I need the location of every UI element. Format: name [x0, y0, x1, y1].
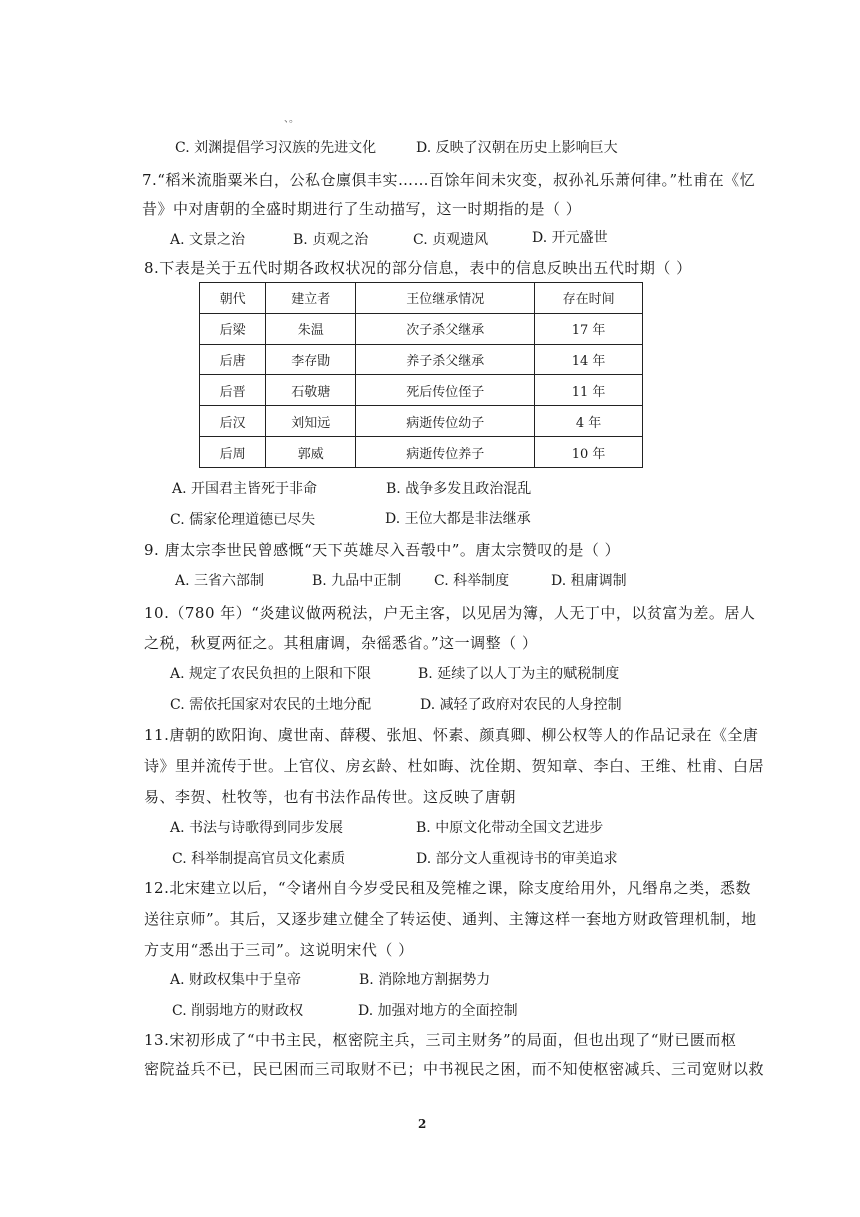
q12-option-a: A. 财政权集中于皇帝 [170, 972, 302, 988]
q10-option-c: C. 需依托国家对农民的土地分配 [170, 697, 372, 713]
table-cell: 后唐 [200, 344, 266, 375]
q7-option-d: D. 开元盛世 [532, 230, 608, 246]
table-row [200, 313, 643, 344]
q8-option-b: B. 战争多发且政治混乱 [386, 481, 532, 497]
q13-stem-line2: 密院益兵不已，民已困而三司取财不已；中书视民之困，而不知使枢密减兵、三司宽财以救 [144, 1060, 765, 1078]
table-cell: 石敬瑭 [266, 375, 356, 406]
table-cell: 后梁 [200, 313, 266, 344]
q7-option-c: C. 贞观遗风 [413, 232, 489, 248]
q11-stem-line2: 诗》里并流传于世。上官仪、房玄龄、杜如晦、沈佺期、贺知章、李白、王维、杜甫、白居 [144, 757, 765, 775]
q7-option-b: B. 贞观之治 [293, 232, 369, 248]
q7-stem-line2: 昔》中对唐朝的全盛时期进行了生动描写，这一时期指的是（ ） [142, 200, 582, 218]
table-header-cell: 朝代 [200, 283, 266, 314]
table-cell: 次子杀父继承 [356, 313, 535, 344]
table-cell: 后晋 [200, 375, 266, 406]
q13-stem-line1: 13.宋初形成了“中书主民，枢密院主兵，三司主财务”的局面，但也出现了“财已匮而枢 [144, 1031, 737, 1049]
q10-option-a: A. 规定了农民负担的上限和下限 [170, 666, 372, 682]
page-number: 2 [418, 1117, 427, 1131]
q9-stem: 9. 唐太宗李世民曾感慨“天下英雄尽入吾彀中”。唐太宗赞叹的是（ ） [144, 541, 621, 559]
q8-option-d: D. 王位大都是非法继承 [385, 511, 531, 527]
table-row [200, 406, 643, 437]
q11-stem-line3: 易、李贺、杜牧等，也有书法作品传世。这反映了唐朝 [144, 788, 517, 806]
q11-option-b: B. 中原文化带动全国文艺进步 [416, 820, 604, 836]
q12-stem-line1: 12.北宋建立以后，“令诸州自今岁受民租及筦榷之课，除支度给用外，凡缗帛之类，悉数 [144, 879, 752, 897]
table-cell: 病逝传位养子 [356, 437, 535, 468]
q9-option-b: B. 九品中正制 [312, 573, 402, 589]
q7-option-a: A. 文景之治 [170, 232, 246, 248]
q12-stem-line3: 方支用“悉出于三司”。这说明宋代（ ） [144, 941, 414, 959]
table-cell: 后周 [200, 437, 266, 468]
q8-option-a: A. 开国君主皆死于非命 [172, 481, 318, 497]
table-header-cell: 存在时间 [535, 283, 643, 314]
dynasty-table [199, 282, 643, 468]
table-cell: 14 年 [535, 344, 643, 375]
table-cell: 李存勖 [266, 344, 356, 375]
q9-option-c: C. 科举制度 [434, 573, 510, 589]
q11-option-c: C. 科举制提高官员文化素质 [172, 851, 346, 867]
q10-option-b: B. 延续了以人丁为主的赋税制度 [418, 666, 620, 682]
scan-mark: 、。 [284, 114, 299, 125]
table-row [200, 344, 643, 375]
q10-stem-line2: 之税，秋夏两征之。其租庸调，杂徭悉省。”这一调整（ ） [144, 634, 538, 652]
q6-option-c: C. 刘渊提倡学习汉族的先进文化 [175, 140, 377, 156]
table-cell: 养子杀父继承 [356, 344, 535, 375]
table-cell: 后汉 [200, 406, 266, 437]
table-cell: 郭威 [266, 437, 356, 468]
q11-option-a: A. 书法与诗歌得到同步发展 [170, 820, 344, 836]
q11-option-d: D. 部分文人重视诗书的审美追求 [416, 851, 618, 867]
q10-stem-line1: 10.（780 年）“炎建议做两税法，户无主客，以见居为簿，人无丁中，以贫富为差。居人 [144, 604, 756, 622]
q12-option-b: B. 消除地方割据势力 [359, 972, 491, 988]
q9-option-a: A. 三省六部制 [175, 573, 265, 589]
q8-stem: 8.下表是关于五代时期各政权状况的部分信息，表中的信息反映出五代时期（ ） [144, 259, 692, 277]
table-cell: 4 年 [535, 406, 643, 437]
q7-stem-line1: 7.“稻米流脂粟米白，公私仓廪俱丰实……百馀年间未灾变，叔孙礼乐萧何律。”杜甫在《忆 [142, 171, 756, 189]
table-cell: 刘知远 [266, 406, 356, 437]
table-cell: 17 年 [535, 313, 643, 344]
q8-option-c: C. 儒家伦理道德已尽失 [170, 512, 316, 528]
q12-option-d: D. 加强对地方的全面控制 [358, 1003, 518, 1019]
table-cell: 10 年 [535, 437, 643, 468]
table-cell: 11 年 [535, 375, 643, 406]
table-row [200, 375, 643, 406]
table-cell: 死后传位侄子 [356, 375, 535, 406]
table-header-row [200, 283, 643, 314]
table-cell: 病逝传位幼子 [356, 406, 535, 437]
q6-option-d: D. 反映了汉朝在历史上影响巨大 [416, 140, 618, 156]
table-row [200, 437, 643, 468]
table-header-cell: 建立者 [266, 283, 356, 314]
q9-option-d: D. 租庸调制 [551, 573, 627, 589]
table-cell: 朱温 [266, 313, 356, 344]
q12-option-c: C. 削弱地方的财政权 [172, 1003, 304, 1019]
q10-option-d: D. 减轻了政府对农民的人身控制 [420, 697, 622, 713]
q11-stem-line1: 11.唐朝的欧阳询、虞世南、薛稷、张旭、怀素、颜真卿、柳公权等人的作品记录在《全唐 [144, 726, 759, 744]
q12-stem-line2: 送往京师”。其后，又逐步建立健全了转运使、通判、主簿这样一套地方财政管理机制，地 [144, 910, 757, 928]
table-header-cell: 王位继承情况 [356, 283, 535, 314]
